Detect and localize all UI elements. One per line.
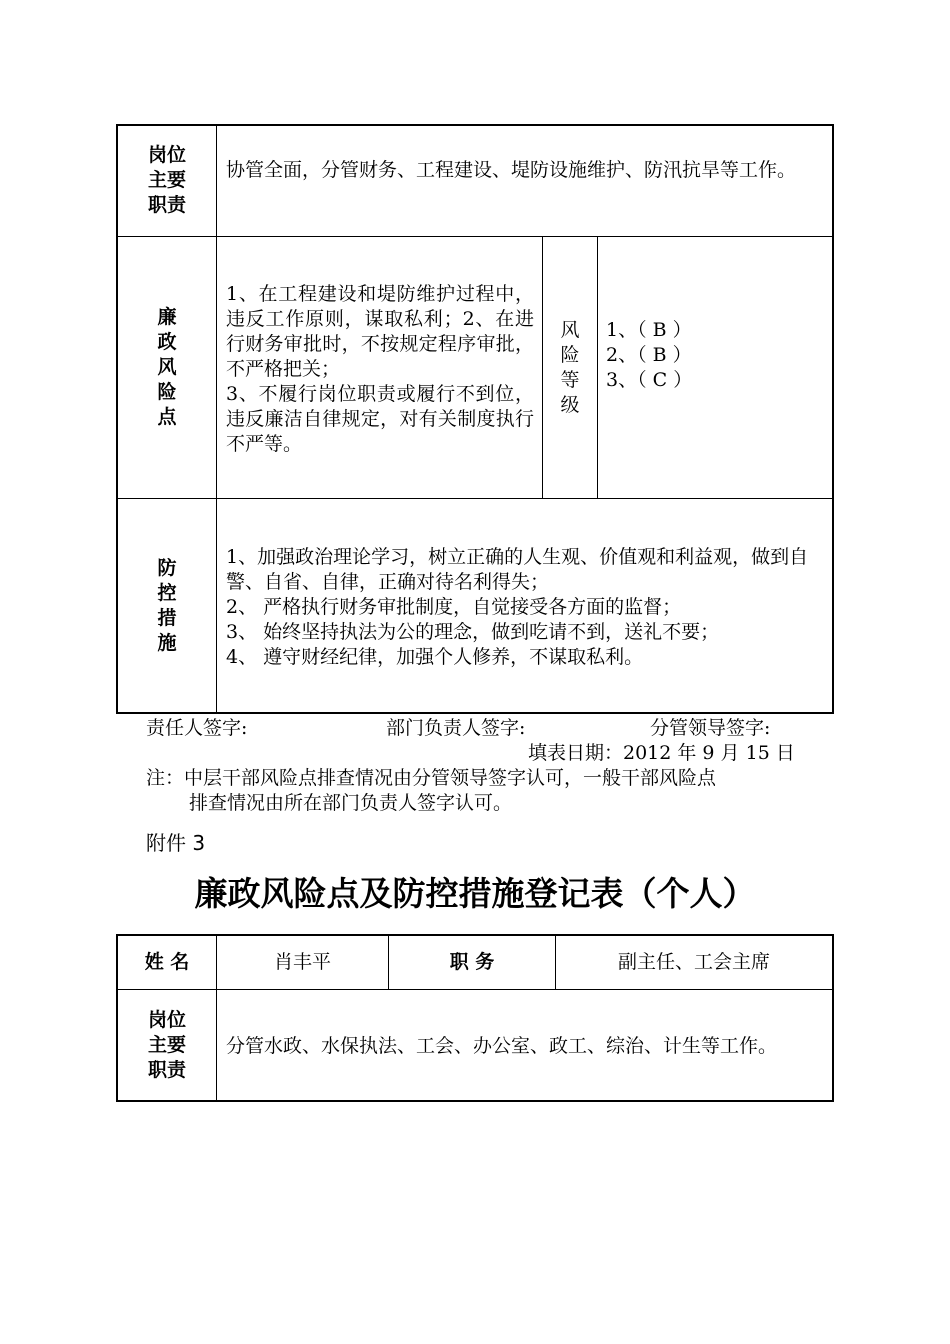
risk-levels: [606, 318, 826, 393]
risk-item: 3、不履行岗位职责或履行不到位，违反廉洁自律规定，对有关制度执行不严等。: [226, 383, 534, 455]
personal-duties-text: 分管水政、水保执法、工会、办公室、政工、综治、计生等工作。: [226, 1035, 778, 1057]
attachment-label: 附件 3: [146, 831, 206, 855]
leader-signature: 分管领导签字:: [650, 717, 771, 739]
note-line-2: 排查情况由所在部门负责人签字认可。: [189, 792, 513, 814]
duties-label: 岗位 主要 职责: [147, 144, 186, 216]
duties-text: 协管全面，分管财务、工程建设、堤防设施维护、防汛抗旱等工作。: [226, 159, 797, 181]
risk-item: 1、在工程建设和堤防维护过程中，违反工作原则，谋取私利；2、在进行财务审批时，不按规定程序审批，不严格把关；: [226, 283, 534, 380]
fill-date: 填表日期：2012 年 9 月 15 日: [528, 742, 795, 764]
risk-points-list: [226, 282, 534, 457]
measure-item: 3、 始终坚持执法为公的理念，做到吃请不到，送礼不要；: [226, 621, 720, 643]
position-value: 副主任、工会主席: [617, 951, 770, 973]
risk-points-label: 廉 政 风 险 点: [157, 306, 177, 428]
risk-level-item: 2、（ B ）: [606, 344, 692, 366]
note-line-1: 注：中层干部风险点排查情况由分管领导签字认可，一般干部风险点: [146, 767, 717, 789]
risk-level-label: 风 险 等 级: [560, 319, 580, 416]
measure-item: 1、加强政治理论学习，树立正确的人生观、价值观和利益观，做到自警、自省、自律，正确对待名利得失；: [226, 546, 809, 593]
measures-list: [226, 545, 826, 670]
page-title: 廉政风险点及防控措施登记表（个人）: [194, 874, 756, 913]
risk-level-item: 1、（ B ）: [606, 319, 692, 341]
measure-item: 4、 遵守财经纪律，加强个人修养，不谋取私利。: [226, 646, 644, 668]
measure-item: 2、 严格执行财务审批制度，自觉接受各方面的监督；: [226, 596, 682, 618]
responsible-signature: 责任人签字:: [146, 717, 248, 739]
position-label: 职 务: [449, 951, 495, 973]
risk-level-item: 3、（ C ）: [606, 369, 693, 391]
name-value: 肖丰平: [273, 951, 331, 973]
name-label: 姓 名: [144, 951, 190, 973]
dept-head-signature: 部门负责人签字:: [386, 717, 526, 739]
personal-duties-label: 岗位 主要 职责: [147, 1009, 186, 1081]
measures-label: 防 控 措 施: [157, 557, 177, 654]
